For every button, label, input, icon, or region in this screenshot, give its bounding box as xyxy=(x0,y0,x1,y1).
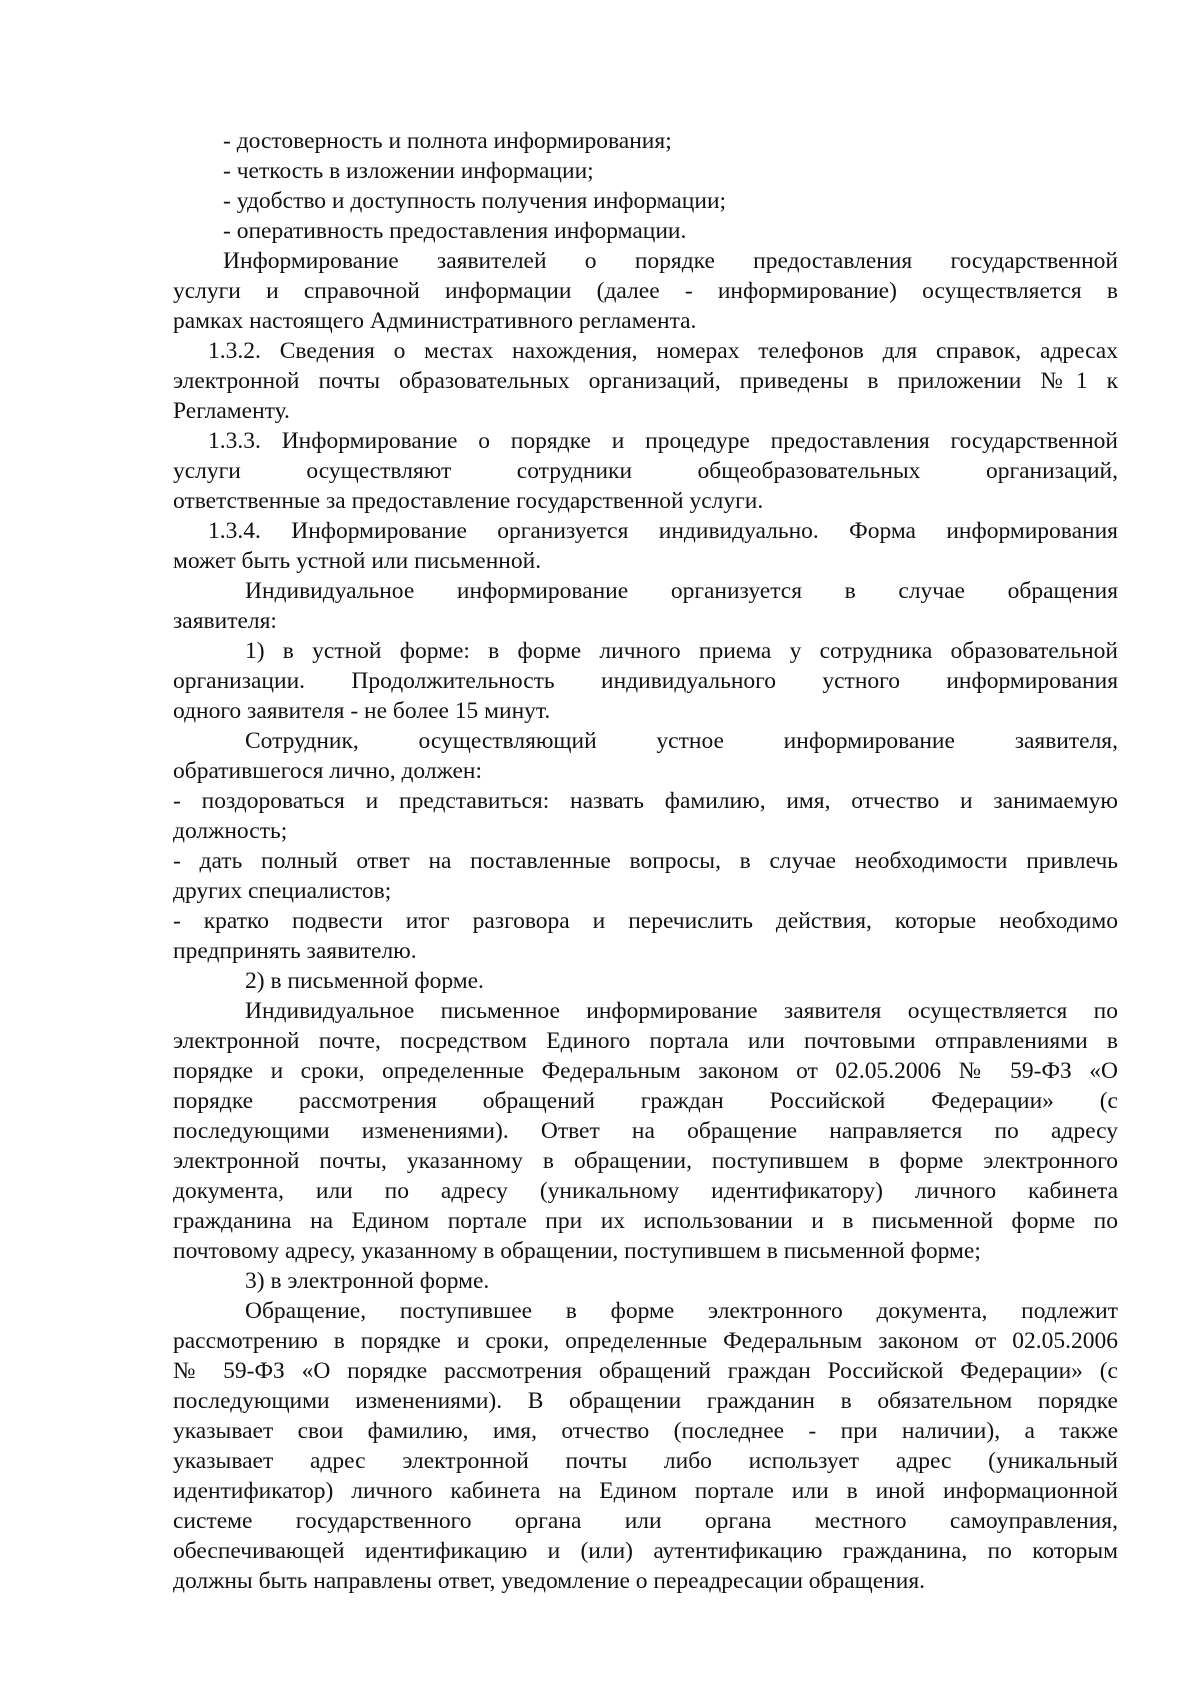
clause-1-3-3-line: 1.3.3. Информирование о порядке и процедуре предоставления государственной xyxy=(208,428,1118,454)
oral-form-line: одного заявителя - не более 15 минут. xyxy=(173,698,551,724)
paragraph-line: Информирование заявителей о порядке предоставления государственной xyxy=(223,248,1118,274)
clause-1-3-2-line: электронной почты образовательных организаций, приведены в приложении №1 к xyxy=(173,368,1118,394)
electronic-form-line: обеспечивающей идентификацию и (или) аутентификацию гражданина, по которым xyxy=(173,1538,1118,1564)
list-item-greet: должность; xyxy=(173,818,288,844)
written-form-line: последующими изменениями). Ответ на обращение направляется по адресу xyxy=(173,1118,1118,1144)
list-item-clarity: - четкость в изложении информации; xyxy=(223,158,594,184)
electronic-form-line: указывает адрес электронной почты либо использует адрес (уникальный xyxy=(173,1448,1118,1474)
written-form-line: гражданина на Едином портале при их использовании и в письменной форме по xyxy=(173,1208,1118,1234)
electronic-form-line: системе государственного органа или органа местного самоуправления, xyxy=(173,1508,1118,1534)
paragraph-line: Индивидуальное информирование организуется в случае обращения xyxy=(245,578,1118,604)
electronic-form-line: идентификатор) личного кабинета на Едином портале или в иной информационной xyxy=(173,1478,1118,1504)
list-item-promptness: - оперативность предоставления информации. xyxy=(223,218,687,244)
list-item-answer: других специалистов; xyxy=(173,878,392,904)
paragraph-line: заявителя: xyxy=(173,608,277,634)
electronic-form-line: Обращение, поступившее в форме электронного документа, подлежит xyxy=(245,1298,1118,1324)
clause-1-3-3-line: услуги осуществляют сотрудники общеобразовательных организаций, xyxy=(173,458,1118,484)
list-item-summarize: предпринять заявителю. xyxy=(173,938,417,964)
electronic-form-line: указывает свои фамилию, имя, отчество (последнее - при наличии), а также xyxy=(173,1418,1118,1444)
written-form-heading: 2) в письменной форме. xyxy=(245,968,484,994)
list-item-greet: - поздороваться и представиться: назвать фамилию, имя, отчество и занимаемую xyxy=(173,788,1118,814)
written-form-line: почтовому адресу, указанному в обращении, поступившем в письменной форме; xyxy=(173,1238,981,1264)
written-form-line: документа, или по адресу (уникальному идентификатору) личного кабинета xyxy=(173,1178,1118,1204)
document-body xyxy=(173,126,1118,1596)
oral-form-line: 1) в устной форме: в форме личного приема у сотрудника образовательной xyxy=(245,638,1118,664)
written-form-line: электронной почты, указанному в обращении, поступившем в форме электронного xyxy=(173,1148,1118,1174)
electronic-form-heading: 3) в электронной форме. xyxy=(245,1268,490,1294)
paragraph-line: обратившегося лично, должен: xyxy=(173,758,483,784)
electronic-form-line: рассмотрению в порядке и сроки, определенные Федеральным законом от 02.05.2006 xyxy=(173,1328,1118,1354)
electronic-form-line: должны быть направлены ответ, уведомление о переадресации обращения. xyxy=(173,1568,926,1594)
clause-1-3-2-line: 1.3.2. Сведения о местах нахождения, номерах телефонов для справок, адресах xyxy=(208,338,1118,364)
written-form-line: порядке и сроки, определенные Федеральным законом от 02.05.2006 № 59-ФЗ «О xyxy=(173,1058,1118,1084)
electronic-form-line: последующими изменениями). В обращении гражданин в обязательном порядке xyxy=(173,1388,1118,1414)
list-item-summarize: - кратко подвести итог разговора и перечислить действия, которые необходимо xyxy=(173,908,1118,934)
oral-form-line: организации. Продолжительность индивидуального устного информирования xyxy=(173,668,1118,694)
list-item-convenience: - удобство и доступность получения информации; xyxy=(223,188,727,214)
list-item-answer: - дать полный ответ на поставленные вопросы, в случае необходимости привлечь xyxy=(173,848,1118,874)
paragraph-line: Сотрудник, осуществляющий устное информирование заявителя, xyxy=(245,728,1118,754)
clause-1-3-4-line: 1.3.4. Информирование организуется индивидуально. Форма информирования xyxy=(208,518,1118,544)
list-item-reliability: - достоверность и полнота информирования; xyxy=(223,128,672,154)
written-form-line: порядке рассмотрения обращений граждан Российской Федерации» (с xyxy=(173,1088,1118,1114)
electronic-form-line: № 59-ФЗ «О порядке рассмотрения обращений граждан Российской Федерации» (с xyxy=(173,1358,1118,1384)
written-form-line: электронной почте, посредством Единого портала или почтовыми отправлениями в xyxy=(173,1028,1118,1054)
written-form-line: Индивидуальное письменное информирование заявителя осуществляется по xyxy=(245,998,1118,1024)
clause-1-3-3-line: ответственные за предоставление государственной услуги. xyxy=(173,488,764,514)
paragraph-line: услуги и справочной информации (далее - информирование) осуществляется в xyxy=(173,278,1118,304)
clause-1-3-2-line: Регламенту. xyxy=(173,398,290,424)
clause-1-3-4-line: может быть устной или письменной. xyxy=(173,548,542,574)
paragraph-line: рамках настоящего Административного регламента. xyxy=(173,308,697,334)
